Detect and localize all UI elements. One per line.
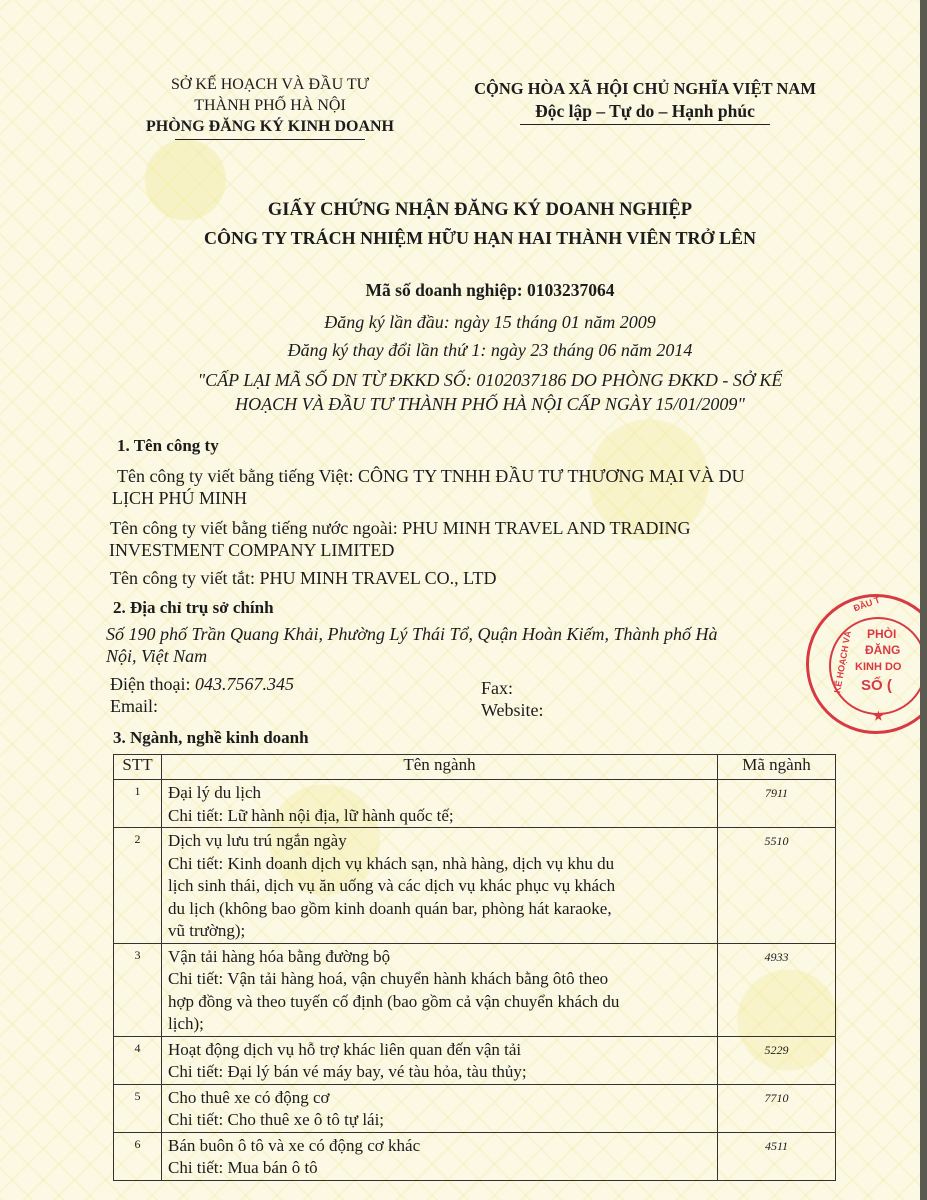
column-header-code: Mã ngành xyxy=(718,755,836,780)
document-title: GIẤY CHỨNG NHẬN ĐĂNG KÝ DOANH NGHIỆP xyxy=(267,200,693,220)
business-title: Bán buôn ô tô và xe có động cơ khác xyxy=(168,1135,421,1155)
row-stt: 5 xyxy=(114,1084,162,1132)
business-detail-line: Chi tiết: Cho thuê xe ô tô tự lái; xyxy=(168,1110,385,1129)
address-line-2: Nội, Việt Nam xyxy=(106,646,208,666)
reissue-note-line-2: HOẠCH VÀ ĐẦU TƯ THÀNH PHỐ HÀ NỘI CẤP NGÀY 15/01/2009" xyxy=(235,394,745,414)
row-business-name xyxy=(162,1132,718,1180)
seal-arc-left: KẾ HOẠCH VÀ xyxy=(832,630,853,694)
change-registration: Đăng ký thay đổi lần thứ 1: ngày 23 tháng 06 năm 2014 xyxy=(287,340,693,360)
fax-label: Fax: xyxy=(481,678,514,698)
row-business-name xyxy=(162,780,718,828)
row-stt: 3 xyxy=(114,943,162,1036)
table-row xyxy=(114,1132,836,1180)
section-3-heading: 3. Ngành, nghề kinh doanh xyxy=(113,728,309,747)
issuer-block xyxy=(120,74,420,140)
business-title: Đại lý du lịch xyxy=(168,783,262,802)
national-motto-block xyxy=(455,78,835,125)
official-seal xyxy=(806,594,927,734)
seal-star-icon: ★ xyxy=(873,709,884,723)
phone-value: 043.7567.345 xyxy=(194,674,294,694)
row-business-code: 5229 xyxy=(718,1036,836,1084)
business-title: Vận tải hàng hóa bằng đường bộ xyxy=(168,946,391,966)
seal-line-3: KINH DO xyxy=(855,661,902,673)
motto-underline xyxy=(520,124,770,125)
table-header-row xyxy=(114,755,836,780)
issuer-line-1: SỞ KẾ HOẠCH VÀ ĐẦU TƯ xyxy=(170,76,370,93)
row-business-code: 5510 xyxy=(718,828,836,944)
business-lines-table xyxy=(113,754,836,1181)
business-detail-line: Chi tiết: Mua bán ô tô xyxy=(168,1158,318,1177)
business-detail-line: vũ trường); xyxy=(168,921,246,940)
table-row xyxy=(114,1084,836,1132)
seal-line-2: ĐĂNG xyxy=(865,643,901,657)
issuer-underline xyxy=(175,139,365,140)
row-business-name xyxy=(162,1084,718,1132)
row-stt: 6 xyxy=(114,1132,162,1180)
table-row xyxy=(114,943,836,1036)
seal-line-1: PHÒI xyxy=(867,627,897,641)
business-detail-line: du lịch (không bao gồm kinh doanh quán bar, phòng hát karaoke, xyxy=(168,898,612,918)
row-business-name xyxy=(162,828,718,944)
business-detail-line: Chi tiết: Vận tải hàng hoá, vận chuyển hành khách bằng ôtô theo xyxy=(168,969,609,988)
business-detail-line: hợp đồng và theo tuyến cố định (bao gồm cả vận chuyển khách du xyxy=(168,991,620,1011)
business-title: Dịch vụ lưu trú ngắn ngày xyxy=(168,831,347,850)
enterprise-code: Mã số doanh nghiệp: 0103237064 xyxy=(365,280,615,300)
table-row xyxy=(114,780,836,828)
first-registration: Đăng ký lần đầu: ngày 15 tháng 01 năm 2009 xyxy=(324,312,656,332)
table-row xyxy=(114,828,836,944)
column-header-name: Tên ngành xyxy=(162,755,718,780)
issuer-line-2: THÀNH PHỐ HÀ NỘI xyxy=(194,97,346,114)
section-1-heading: 1. Tên công ty xyxy=(117,436,219,455)
company-name-foreign-line-1: Tên công ty viết bằng tiếng nước ngoài: PHU MINH TRAVEL AND TRADING xyxy=(110,518,691,538)
national-title: CỘNG HÒA XÃ HỘI CHỦ NGHĨA VIỆT NAM xyxy=(474,79,816,98)
business-detail-line: Chi tiết: Kinh doanh dịch vụ khách sạn, nhà hàng, dịch vụ khu du xyxy=(168,853,615,873)
row-business-name xyxy=(162,943,718,1036)
address-line-1: Số 190 phố Trần Quang Khải, Phường Lý Thái Tổ, Quận Hoàn Kiếm, Thành phố Hà xyxy=(106,624,718,644)
row-business-code: 4933 xyxy=(718,943,836,1036)
business-detail-line: Chi tiết: Đại lý bán vé máy bay, vé tàu hỏa, tàu thủy; xyxy=(168,1062,527,1081)
business-detail-line: Chi tiết: Lữ hành nội địa, lữ hành quốc tế; xyxy=(168,805,454,825)
scan-edge xyxy=(920,0,927,1200)
row-stt: 1 xyxy=(114,780,162,828)
business-title: Hoạt động dịch vụ hỗ trợ khác liên quan đến vận tải xyxy=(168,1039,522,1059)
column-header-stt: STT xyxy=(114,755,162,780)
reissue-note-line-1: "CẤP LẠI MÃ SỐ DN TỪ ĐKKD SỐ: 0102037186 DO PHÒNG ĐKKD - SỞ KẾ xyxy=(197,370,783,390)
email-label: Email: xyxy=(110,696,158,716)
table-row xyxy=(114,1036,836,1084)
company-short-name: Tên công ty viết tắt: PHU MINH TRAVEL CO., LTD xyxy=(110,568,497,588)
company-name-foreign-line-2: INVESTMENT COMPANY LIMITED xyxy=(109,540,395,560)
company-name-vn-line-1: Tên công ty viết bằng tiếng Việt: CÔNG TY TNHH ĐẦU TƯ THƯƠNG MẠI VÀ DU xyxy=(117,466,745,486)
row-business-code: 7710 xyxy=(718,1084,836,1132)
row-stt: 2 xyxy=(114,828,162,944)
document-subtitle: CÔNG TY TRÁCH NHIỆM HỮU HẠN HAI THÀNH VIÊN TRỞ LÊN xyxy=(203,228,757,248)
phone-label: Điện thoại: xyxy=(110,674,195,694)
company-name-vn-line-2: LỊCH PHÚ MINH xyxy=(112,488,247,508)
business-title: Cho thuê xe có động cơ xyxy=(168,1087,330,1107)
section-2-heading: 2. Địa chỉ trụ sở chính xyxy=(113,598,274,617)
phone-row xyxy=(110,674,294,695)
row-business-code: 4511 xyxy=(718,1132,836,1180)
national-motto: Độc lập – Tự do – Hạnh phúc xyxy=(535,101,755,121)
website-label: Website: xyxy=(481,700,544,720)
row-business-code: 7911 xyxy=(718,780,836,828)
row-business-name xyxy=(162,1036,718,1084)
business-detail-line: lịch); xyxy=(168,1014,204,1033)
seal-arc-top: ĐẦU T xyxy=(852,594,882,614)
business-detail-line: lịch sinh thái, dịch vụ ăn uống và các dịch vụ khác phục vụ khách xyxy=(168,876,616,895)
issuer-line-3: PHÒNG ĐĂNG KÝ KINH DOANH xyxy=(146,118,394,135)
seal-line-4: SỐ ( xyxy=(861,677,892,694)
row-stt: 4 xyxy=(114,1036,162,1084)
